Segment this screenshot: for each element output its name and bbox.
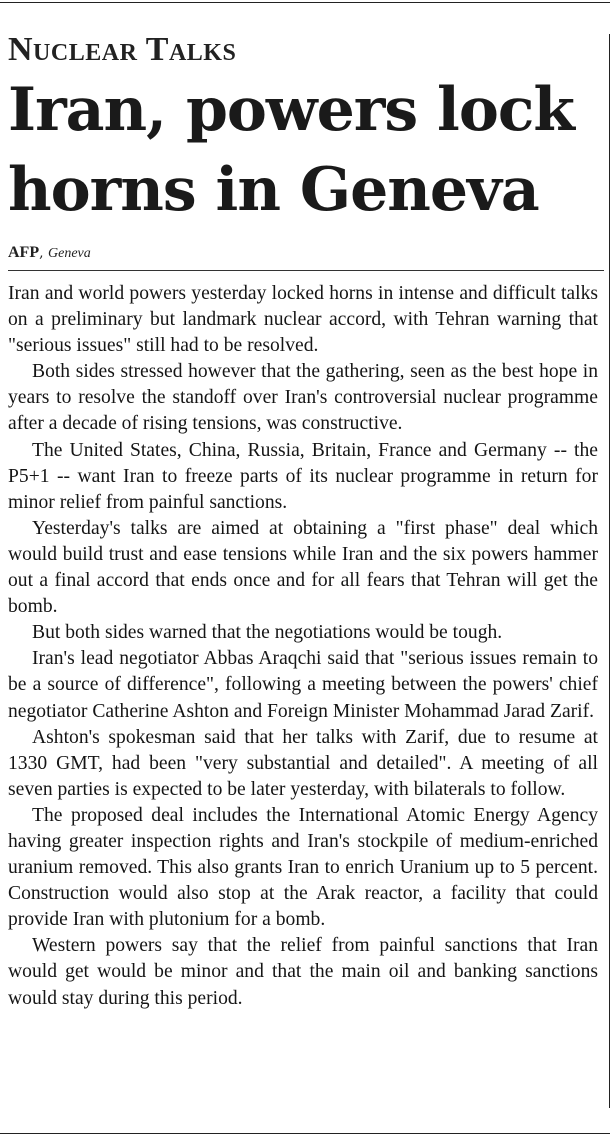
byline-agency: AFP xyxy=(8,244,40,261)
byline-separator: , xyxy=(39,245,49,261)
top-border-rule xyxy=(0,2,610,3)
article-paragraph: Iran's lead negotiator Abbas Araqchi said that "serious issues remain to be a source of difference", following a meeting between the powers' chief negotiator Catherine Ashton and Foreign Minister Mohammad Jarad Zarif. xyxy=(8,648,598,722)
article-kicker: Nuclear Talks xyxy=(8,31,237,68)
byline-divider xyxy=(8,270,604,271)
article-body xyxy=(8,281,598,1012)
article-paragraph: Yesterday's talks are aimed at obtaining a "first phase" deal which would build trust and ease tensions while Iran and the six powers hammer out a final accord that ends once and for all fears that Tehran will get the bomb. xyxy=(8,517,598,618)
article-paragraph: But both sides warned that the negotiations would be tough. xyxy=(32,622,503,644)
article-paragraph: Ashton's spokesman said that her talks with Zarif, due to resume at 1330 GMT, had been "very substantial and detailed". A meeting of all seven parties is expected to be later yesterday, with bilaterals to follow. xyxy=(8,726,598,800)
article-paragraph: The proposed deal includes the International Atomic Energy Agency having greater inspection rights and Iran's stockpile of medium-enriched uranium removed. This also grants Iran to enrich Uranium up to 5 percent. Construction would also stop at the Arak reactor, a facility that could provide Iran with plutonium for a bomb. xyxy=(8,804,598,931)
article-paragraph: The United States, China, Russia, Britain, France and Germany -- the P5+1 -- want Iran to freeze parts of its nuclear programme in return for minor relief from painful sanctions. xyxy=(8,439,598,513)
article-headline xyxy=(8,70,598,230)
headline-line-2: horns in Geneva xyxy=(8,155,539,225)
article-paragraph: Iran and world powers yesterday locked horns in intense and difficult talks on a preliminary but landmark nuclear accord, with Tehran warning that "serious issues" still had to be resolved. xyxy=(8,283,598,357)
article-paragraph: Both sides stressed however that the gathering, seen as the best hope in years to resolve the standoff over Iran's controversial nuclear programme after a decade of rising tensions, was constructive. xyxy=(8,361,598,435)
headline-line-1: Iran, powers lock xyxy=(8,75,574,145)
news-article xyxy=(8,30,598,1012)
article-paragraph: Western powers say that the relief from painful sanctions that Iran would get would be minor and that the main oil and banking sanctions would stay during this period. xyxy=(8,935,598,1009)
bottom-border-rule xyxy=(0,1133,610,1134)
byline-dateline: Geneva xyxy=(48,246,91,261)
article-byline xyxy=(8,244,598,263)
